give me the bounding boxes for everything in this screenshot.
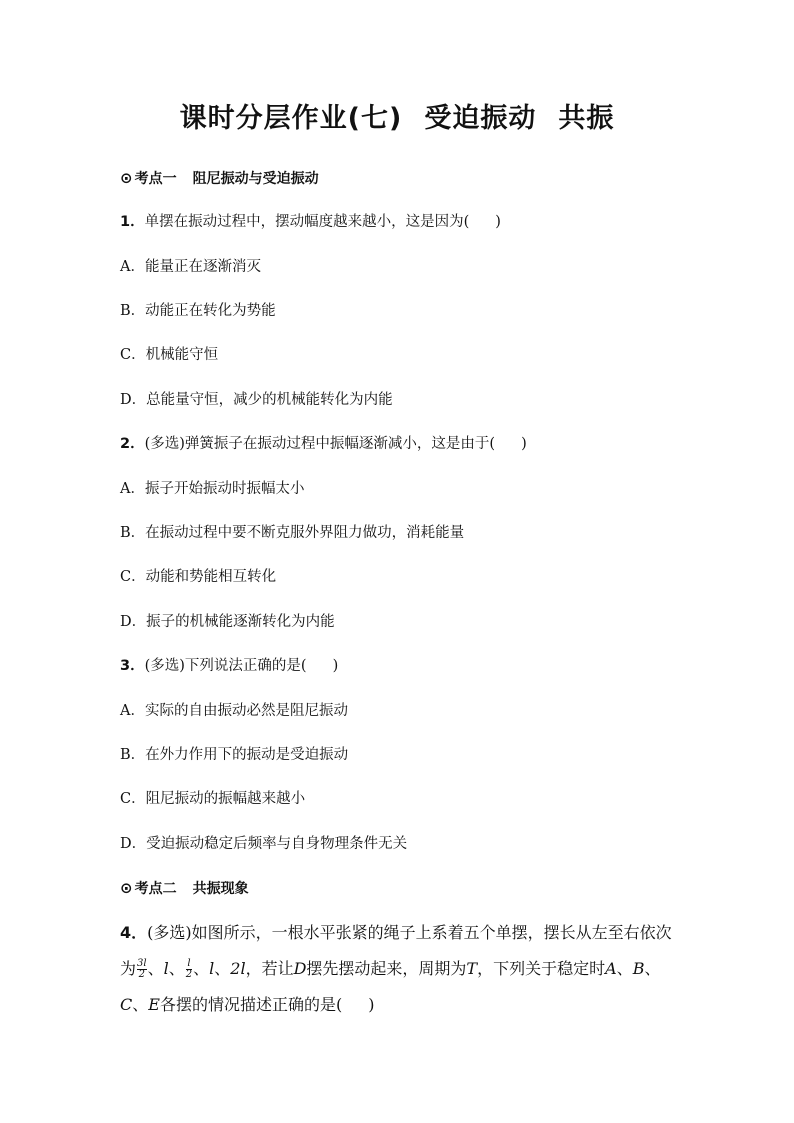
numerator: 3l xyxy=(137,958,147,969)
text-segment: 为 xyxy=(120,959,137,978)
numerator: l xyxy=(187,958,191,969)
option-b: B．在振动过程中要不断克服外界阻力做功，消耗能量 xyxy=(120,525,465,541)
answer-paren-close: ) xyxy=(495,214,501,230)
variable: l xyxy=(163,959,169,978)
section-header-2 xyxy=(120,878,680,899)
fraction-3l-over-2 xyxy=(137,959,147,980)
question-3-stem xyxy=(120,656,680,676)
question-4-line-1 xyxy=(120,922,680,944)
variable: l xyxy=(209,959,215,978)
text-segment: 、 xyxy=(168,959,185,978)
title-main: 课时分层作业(七) xyxy=(179,103,403,134)
variable: 2l xyxy=(230,959,246,978)
question-number: 1． xyxy=(120,214,145,230)
option-c: C．动能和势能相互转化 xyxy=(120,569,277,585)
fraction-l-over-2 xyxy=(186,959,192,980)
option-d: D．振子的机械能逐渐转化为内能 xyxy=(120,614,335,630)
question-text: (多选)下列说法正确的是( xyxy=(144,658,307,674)
question-text: 单摆在振动过程中，摆动幅度越来越小，这是因为( xyxy=(144,214,470,230)
section-label: 考点一 xyxy=(134,171,177,187)
page-title xyxy=(0,96,794,135)
question-4-line-2 xyxy=(120,958,680,980)
question-text: (多选)如图所示，一根水平张紧的绳子上系着五个单摆，摆长从左至右依次 xyxy=(147,923,672,942)
section-label: 考点二 xyxy=(134,881,177,897)
option-a: A．振子开始振动时振幅太小 xyxy=(120,481,305,497)
denominator: 2 xyxy=(185,969,193,980)
answer-paren-close: ) xyxy=(368,995,375,1014)
question-1-stem xyxy=(120,212,680,232)
target-icon: ⊙ xyxy=(120,169,133,187)
text-segment: 、 xyxy=(193,959,210,978)
answer-paren-close: ) xyxy=(521,436,527,452)
question-4-line-3 xyxy=(120,994,680,1016)
question-number: 3． xyxy=(120,658,145,674)
question-text: (多选)弹簧振子在振动过程中振幅逐渐减小，这是由于( xyxy=(144,436,496,452)
option-c: C．机械能守恒 xyxy=(120,347,219,363)
variable: B xyxy=(632,959,645,978)
text-segment: 、 xyxy=(214,959,231,978)
text-segment: 摆先摆动起来，周期为 xyxy=(306,959,467,978)
text-segment: 、 xyxy=(147,959,164,978)
section-header-1 xyxy=(120,168,680,189)
option-d: D．总能量守恒，减少的机械能转化为内能 xyxy=(120,392,393,408)
question-text: 各摆的情况描述正确的是( xyxy=(159,995,343,1014)
text-segment: 、 xyxy=(616,959,633,978)
denominator: 2 xyxy=(138,969,145,980)
text-segment: 、 xyxy=(132,995,149,1014)
answer-paren-close: ) xyxy=(332,658,339,674)
variable: A xyxy=(605,959,617,978)
variable: T xyxy=(466,959,478,978)
variable: C xyxy=(120,995,133,1014)
title-part2: 共振 xyxy=(558,103,615,134)
variable: D xyxy=(293,959,307,978)
variable: E xyxy=(148,995,160,1014)
title-part1: 受迫振动 xyxy=(424,103,537,134)
option-a: A．能量正在逐渐消灭 xyxy=(120,259,261,275)
option-d: D．受迫振动稳定后频率与自身物理条件无关 xyxy=(120,836,408,852)
text-segment: ，下列关于稳定时 xyxy=(477,959,606,978)
option-b: B．在外力作用下的振动是受迫振动 xyxy=(120,747,349,763)
question-2-stem xyxy=(120,434,680,454)
question-number: 4． xyxy=(120,923,148,942)
target-icon: ⊙ xyxy=(120,879,133,897)
text-segment: ，若让 xyxy=(245,959,294,978)
option-a: A．实际的自由振动必然是阻尼振动 xyxy=(120,703,348,719)
option-b: B．动能正在转化为势能 xyxy=(120,303,276,319)
text-segment: 、 xyxy=(644,959,661,978)
option-c: C．阻尼振动的振幅越来越小 xyxy=(120,791,306,807)
question-number: 2． xyxy=(120,436,145,452)
section-name: 共振现象 xyxy=(192,881,249,897)
section-name: 阻尼振动与受迫振动 xyxy=(192,171,319,187)
